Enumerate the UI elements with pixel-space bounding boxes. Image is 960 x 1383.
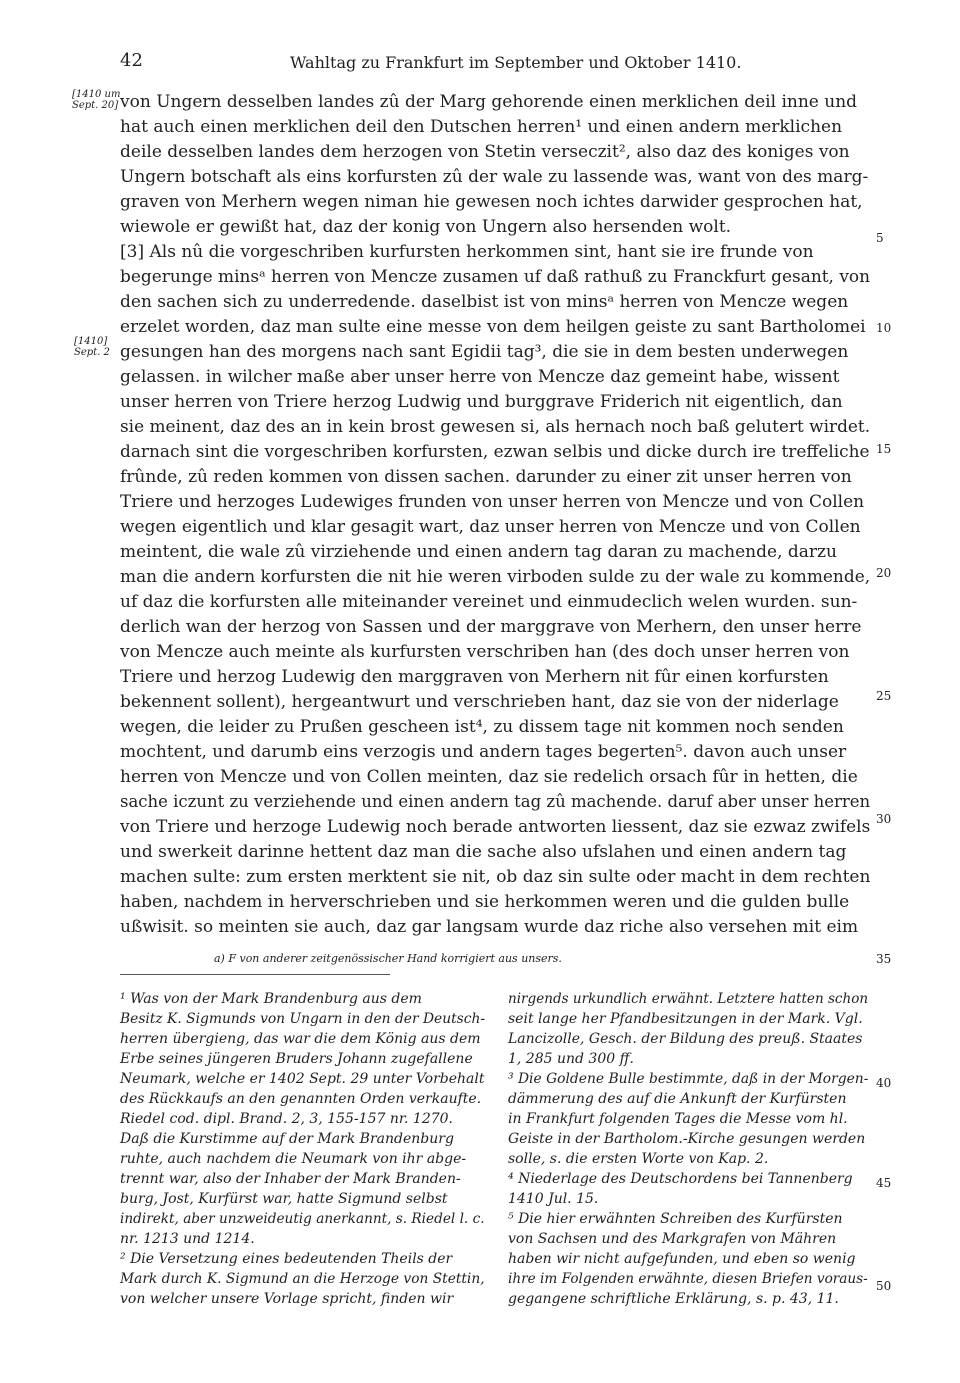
side-note-date — [72, 89, 120, 111]
line-number: 35 — [876, 952, 892, 966]
text-line: von Triere und herzoge Ludewig noch berade antworten liessent, daz sie ezwaz zwifels — [120, 817, 871, 837]
text-line: deile desselben landes dem herzogen von Stetin verseczit², also daz des koniges von — [120, 142, 850, 162]
footnote-line: indirekt, aber unzweideutig anerkannt, s. Riedel l. c. — [120, 1211, 485, 1227]
line-number: 15 — [876, 442, 892, 456]
text-line: sache iczunt zu verziehende und einen andern tag zû machende. daruf aber unser herren — [120, 792, 871, 812]
footnote-line: nirgends urkundlich erwähnt. Letztere hatten schon — [508, 991, 869, 1007]
footnote-line: ¹ Was von der Mark Brandenburg aus dem — [120, 991, 422, 1007]
text-line: uf daz die korfursten alle miteinander vereinet und einmudeclich welen wurden. sun- — [120, 592, 858, 612]
side-note-line: [1410] — [74, 336, 108, 347]
text-line: frûnde, zû reden kommen von dissen sachen. darunder zu einer zit unser herren von — [120, 467, 852, 487]
page-number: 42 — [120, 50, 143, 71]
text-line: meintent, die wale zû virziehende und einen andern tag daran zu machende, darzu — [120, 542, 837, 562]
footnote-line: 1, 285 und 300 ff. — [508, 1051, 634, 1067]
text-line: begerunge minsᵃ herren von Mencze zusamen uf daß rathuß zu Franckfurt gesant, von — [120, 267, 871, 287]
text-line: erzelet worden, daz man sulte eine messe von dem heilgen geiste zu sant Bartholomei — [120, 317, 866, 337]
text-line: wegen eigentlich und klar gesagit wart, daz unser herren von Mencze und von Collen — [120, 517, 861, 537]
footnote-line: 1410 Jul. 15. — [508, 1191, 599, 1207]
footnote-line: nr. 1213 und 1214. — [120, 1231, 255, 1247]
text-line: hat auch einen merklichen deil den Dutschen herren¹ und einen andern merklichen — [120, 117, 843, 137]
text-line: machen sulte: zum ersten merktent sie nit, ob daz sin sulte oder macht in dem rechten — [120, 867, 871, 887]
text-line: gesungen han des morgens nach sant Egidii tag³, die sie in dem besten underwegen — [120, 342, 849, 362]
side-note-line: Sept. 20] — [72, 100, 119, 111]
line-number: 25 — [876, 689, 892, 703]
side-note-date — [74, 336, 110, 358]
text-line: wiewole er gewißt hat, daz der konig von Ungern also hersenden wolt. — [120, 217, 732, 237]
footnote-line: Neumark, welche er 1402 Sept. 29 unter Vorbehalt — [120, 1071, 485, 1087]
text-line: sie meinent, daz des an in kein brost gewesen si, als hernach noch baß gelutert wirdet. — [120, 417, 871, 437]
footnote-line: Besitz K. Sigmunds von Ungarn in den der Deutsch- — [120, 1011, 486, 1027]
apparatus-note: a) F von anderer zeitgenössischer Hand korrigiert aus unsers. — [214, 952, 562, 965]
footnote-line: trennt war, also der Inhaber der Mark Branden- — [120, 1171, 461, 1187]
text-line: gelassen. in wilcher maße aber unser herre von Mencze daz gemeint habe, wissent — [120, 367, 840, 387]
footnote-line: in Frankfurt folgenden Tages die Messe vom hl. — [508, 1111, 848, 1127]
footnote-line: von Sachsen und des Markgrafen von Mähren — [508, 1231, 837, 1247]
footnote-line: burg, Jost, Kurfürst war, hatte Sigmund selbst — [120, 1191, 448, 1207]
text-line: graven von Merhern wegen niman hie gewesen noch ichtes darwider gesprochen hat, — [120, 192, 863, 212]
text-line: ußwisit. so meinten sie auch, daz gar langsam wurde daz riche also versehen mit eim — [120, 917, 859, 937]
text-line: darnach sint die vorgeschriben korfursten, ezwan selbis und dicke durch ire treffeliche — [120, 442, 870, 462]
text-line: wegen, die leider zu Prußen gescheen ist⁴, zu dissem tage nit kommen noch senden — [120, 717, 844, 737]
footnote-line: ³ Die Goldene Bulle bestimmte, daß in der Morgen- — [508, 1071, 869, 1087]
footnote-line: Riedel cod. dipl. Brand. 2, 3, 155-157 nr. 1270. — [120, 1111, 453, 1127]
footnote-line: herren übergieng, das war die dem König aus dem — [120, 1031, 481, 1047]
line-number: 40 — [876, 1076, 892, 1090]
footnote-line: solle, s. die ersten Worte von Kap. 2. — [508, 1151, 769, 1167]
side-note-line: Sept. 2 — [74, 347, 110, 358]
footnote-line: seit lange her Pfandbesitzungen in der Mark. Vgl. — [508, 1011, 863, 1027]
text-line: Triere und herzog Ludewig den marggraven von Merhern nit fûr einen korfursten — [120, 667, 829, 687]
footnote-line: dämmerung des auf die Ankunft der Kurfürsten — [508, 1091, 847, 1107]
footnote-line: von welcher unsere Vorlage spricht, finden wir — [120, 1291, 454, 1307]
text-line: herren von Mencze und von Collen meinten, daz sie redelich orsach fûr in hetten, die — [120, 767, 858, 787]
footnote-line: haben wir nicht aufgefunden, und eben so wenig — [508, 1251, 856, 1267]
footnote-line: Daß die Kurstimme auf der Mark Brandenburg — [120, 1131, 454, 1147]
footnote-line: ² Die Versetzung eines bedeutenden Theils der — [120, 1251, 453, 1267]
line-number: 10 — [876, 321, 892, 335]
footnote-line: gegangene schriftliche Erklärung, s. p. 43, 11. — [508, 1291, 839, 1307]
footnote-line: Geiste in der Bartholom.-Kirche gesungen werden — [508, 1131, 866, 1147]
text-line: von Ungern desselben landes zû der Marg gehorende einen merklichen deil inne und — [120, 92, 858, 112]
text-line: bekennent sollent), hergeantwurt und verschrieben hant, daz sie von der niderlage — [120, 692, 839, 712]
footnote-rule — [120, 974, 390, 975]
footnote-line: ruhte, auch nachdem die Neumark von ihr abge- — [120, 1151, 467, 1167]
footnote-line: ⁴ Niederlage des Deutschordens bei Tannenberg — [508, 1171, 853, 1187]
text-line: man die andern korfursten die nit hie weren virboden sulde zu der wale zu kommende, — [120, 567, 871, 587]
text-line: [3] Als nû die vorgeschriben kurfursten herkommen sint, hant sie ire frunde von — [120, 242, 814, 262]
text-line: den sachen sich zu underredende. daselbist ist von minsᵃ herren von Mencze wegen — [120, 292, 849, 312]
footnote-line: Lancizolle, Gesch. der Bildung des preuß. Staates — [508, 1031, 863, 1047]
footnote-line: des Rückkaufs an den genannten Orden verkaufte. — [120, 1091, 482, 1107]
text-line: unser herren von Triere herzog Ludwig und burggrave Friderich nit eigentlich, dan — [120, 392, 843, 412]
text-line: Triere und herzoges Ludewiges frunden von unser herren von Mencze und von Collen — [120, 492, 865, 512]
text-line: haben, nachdem in herverschrieben und sie herkommen weren und die gulden bulle — [120, 892, 850, 912]
text-line: mochtent, und darumb eins verzogis und andern tages begerten⁵. davon auch unser — [120, 742, 847, 762]
line-number: 5 — [876, 231, 884, 245]
line-number: 50 — [876, 1279, 892, 1293]
footnote-line: Erbe seines jüngeren Bruders Johann zugefallene — [120, 1051, 473, 1067]
text-line: von Mencze auch meinte als kurfursten verschriben han (des doch unser herren von — [120, 642, 850, 662]
footnote-line: Mark durch K. Sigmund an die Herzoge von Stettin, — [120, 1271, 485, 1287]
footnote-line: ihre im Folgenden erwähnte, diesen Briefen voraus- — [508, 1271, 868, 1287]
text-line: und swerkeit darinne hettent daz man die sache also ufslahen und einen andern tag — [120, 842, 847, 862]
running-title: Wahltag zu Frankfurt im September und Oktober 1410. — [290, 53, 742, 72]
line-number: 20 — [876, 566, 892, 580]
text-line: derlich wan der herzog von Sassen und der marggrave von Merhern, den unser herre — [120, 617, 862, 637]
footnote-line: ⁵ Die hier erwähnten Schreiben des Kurfürsten — [508, 1211, 843, 1227]
line-number: 45 — [876, 1176, 892, 1190]
side-note-line: [1410 um — [72, 89, 121, 100]
line-number: 30 — [876, 812, 892, 826]
text-line: Ungern botschaft als eins korfursten zû der wale zu lassende was, want von des marg- — [120, 167, 869, 187]
